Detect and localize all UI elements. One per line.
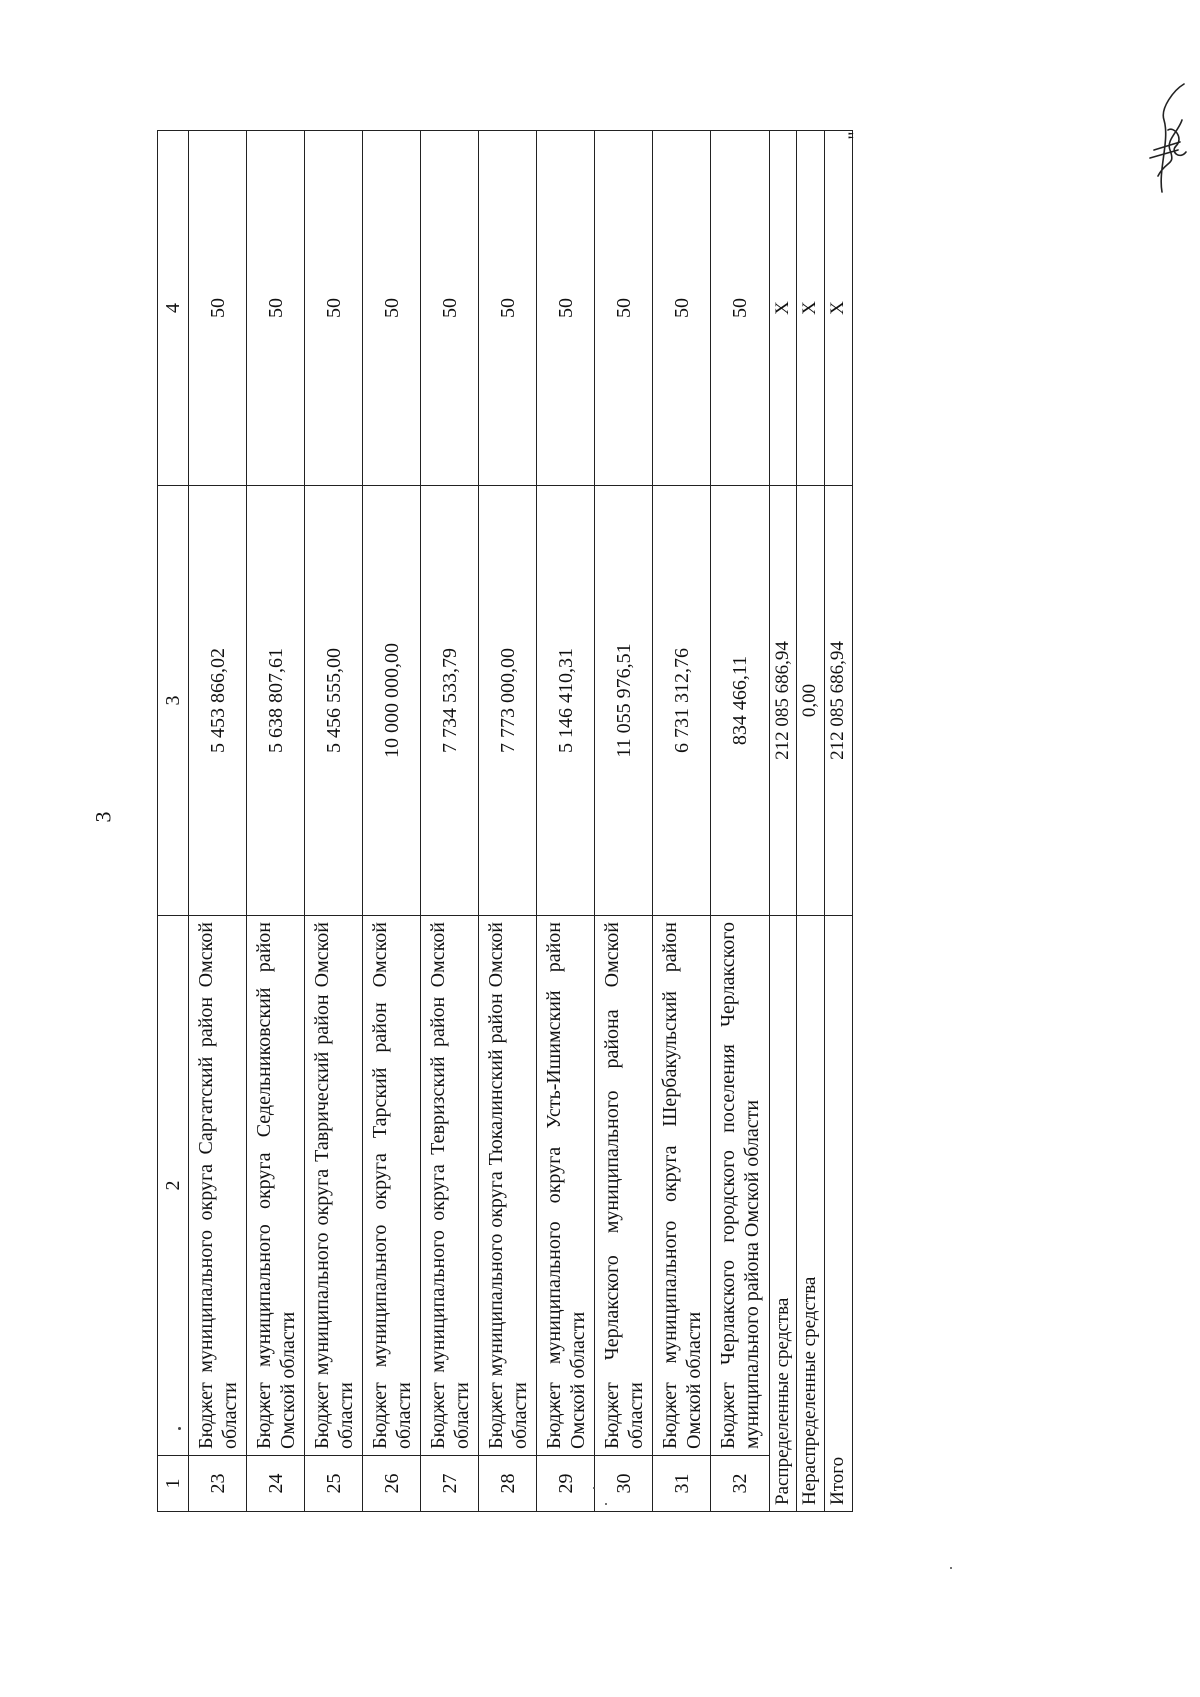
page-number: 3	[90, 811, 116, 823]
row-number: 29	[537, 1456, 595, 1512]
row-number: 23	[189, 1456, 247, 1512]
amount: 5 638 807,61	[247, 486, 305, 916]
amount: 5 146 410,31	[537, 486, 595, 916]
amount: 7 734 533,79	[421, 486, 479, 916]
amount: 834 466,11	[711, 486, 769, 916]
table-row	[305, 131, 363, 1512]
row-number: 32	[711, 1456, 769, 1512]
percent: 50	[247, 131, 305, 486]
budget-name: Бюджет муниципального округа Шербакульский район Омской области	[653, 916, 711, 1456]
summary-row	[797, 131, 825, 1512]
summary-label: Нераспределенные средства	[797, 916, 825, 1512]
table-row	[595, 131, 653, 1512]
row-number: 25	[305, 1456, 363, 1512]
table-row	[537, 131, 595, 1512]
summary-mark: Х	[797, 131, 825, 486]
percent: 50	[479, 131, 537, 486]
summary-amount: 0,00	[797, 486, 825, 916]
percent: 50	[363, 131, 421, 486]
budget-name: Бюджет Черлакского муниципального района Омской области	[595, 916, 653, 1456]
budget-name: Бюджет муниципального округа Тевризский район Омской области	[421, 916, 479, 1456]
row-number: 31	[653, 1456, 711, 1512]
allocation-table-rotated	[157, 130, 853, 1512]
signature-image	[1140, 80, 1200, 200]
table-row	[421, 131, 479, 1512]
percent: 50	[711, 131, 769, 486]
summary-amount: 212 085 686,94	[769, 486, 797, 916]
table-row	[479, 131, 537, 1512]
amount: 6 731 312,76	[653, 486, 711, 916]
budget-name: Бюджет муниципального округа Седельниковский район Омской области	[247, 916, 305, 1456]
table-row	[247, 131, 305, 1512]
amount: 7 773 000,00	[479, 486, 537, 916]
percent: 50	[537, 131, 595, 486]
scan-speck	[950, 1567, 952, 1569]
header-col-4: 4	[158, 131, 189, 486]
header-col-2: 2	[158, 916, 189, 1456]
table-row	[653, 131, 711, 1512]
row-number: 24	[247, 1456, 305, 1512]
percent: 50	[653, 131, 711, 486]
summary-label: Распределенные средства	[769, 916, 797, 1512]
scan-speck	[605, 1503, 607, 1505]
header-col-3: 3	[158, 486, 189, 916]
summary-row	[769, 131, 797, 1512]
header-col-1: 1	[158, 1456, 189, 1512]
budget-name: Бюджет муниципального округа Усть-Ишимский район Омской области	[537, 916, 595, 1456]
scan-speck	[178, 1427, 181, 1430]
table-row	[363, 131, 421, 1512]
budget-name: Бюджет муниципального округа Тюкалинский район Омской области	[479, 916, 537, 1456]
amount: 5 456 555,00	[305, 486, 363, 916]
table-row	[189, 131, 247, 1512]
budget-name: Бюджет муниципального округа Таврический район Омской области	[305, 916, 363, 1456]
budget-name: Бюджет муниципального округа Саргатский район Омской области	[189, 916, 247, 1456]
summary-label: Итого	[825, 916, 853, 1512]
percent: 50	[421, 131, 479, 486]
summary-mark: Х	[769, 131, 797, 486]
allocation-table	[157, 130, 853, 1512]
row-number: 26	[363, 1456, 421, 1512]
percent: 50	[305, 131, 363, 486]
percent: 50	[595, 131, 653, 486]
table-header-row	[158, 131, 189, 1512]
summary-mark: Х	[825, 131, 853, 486]
scan-speck	[593, 1487, 595, 1489]
row-number: 27	[421, 1456, 479, 1512]
amount: 5 453 866,02	[189, 486, 247, 916]
row-number: 28	[479, 1456, 537, 1512]
budget-name: Бюджет муниципального округа Тарский район Омской области	[363, 916, 421, 1456]
amount: 11 055 976,51	[595, 486, 653, 916]
percent: 50	[189, 131, 247, 486]
row-number: 30	[595, 1456, 653, 1512]
budget-name: Бюджет Черлакского городского поселения Черлакского муниципального района Омской области	[711, 916, 769, 1456]
closing-quote: "	[844, 131, 867, 140]
amount: 10 000 000,00	[363, 486, 421, 916]
summary-amount: 212 085 686,94	[825, 486, 853, 916]
table-row	[711, 131, 769, 1512]
summary-row	[825, 131, 853, 1512]
